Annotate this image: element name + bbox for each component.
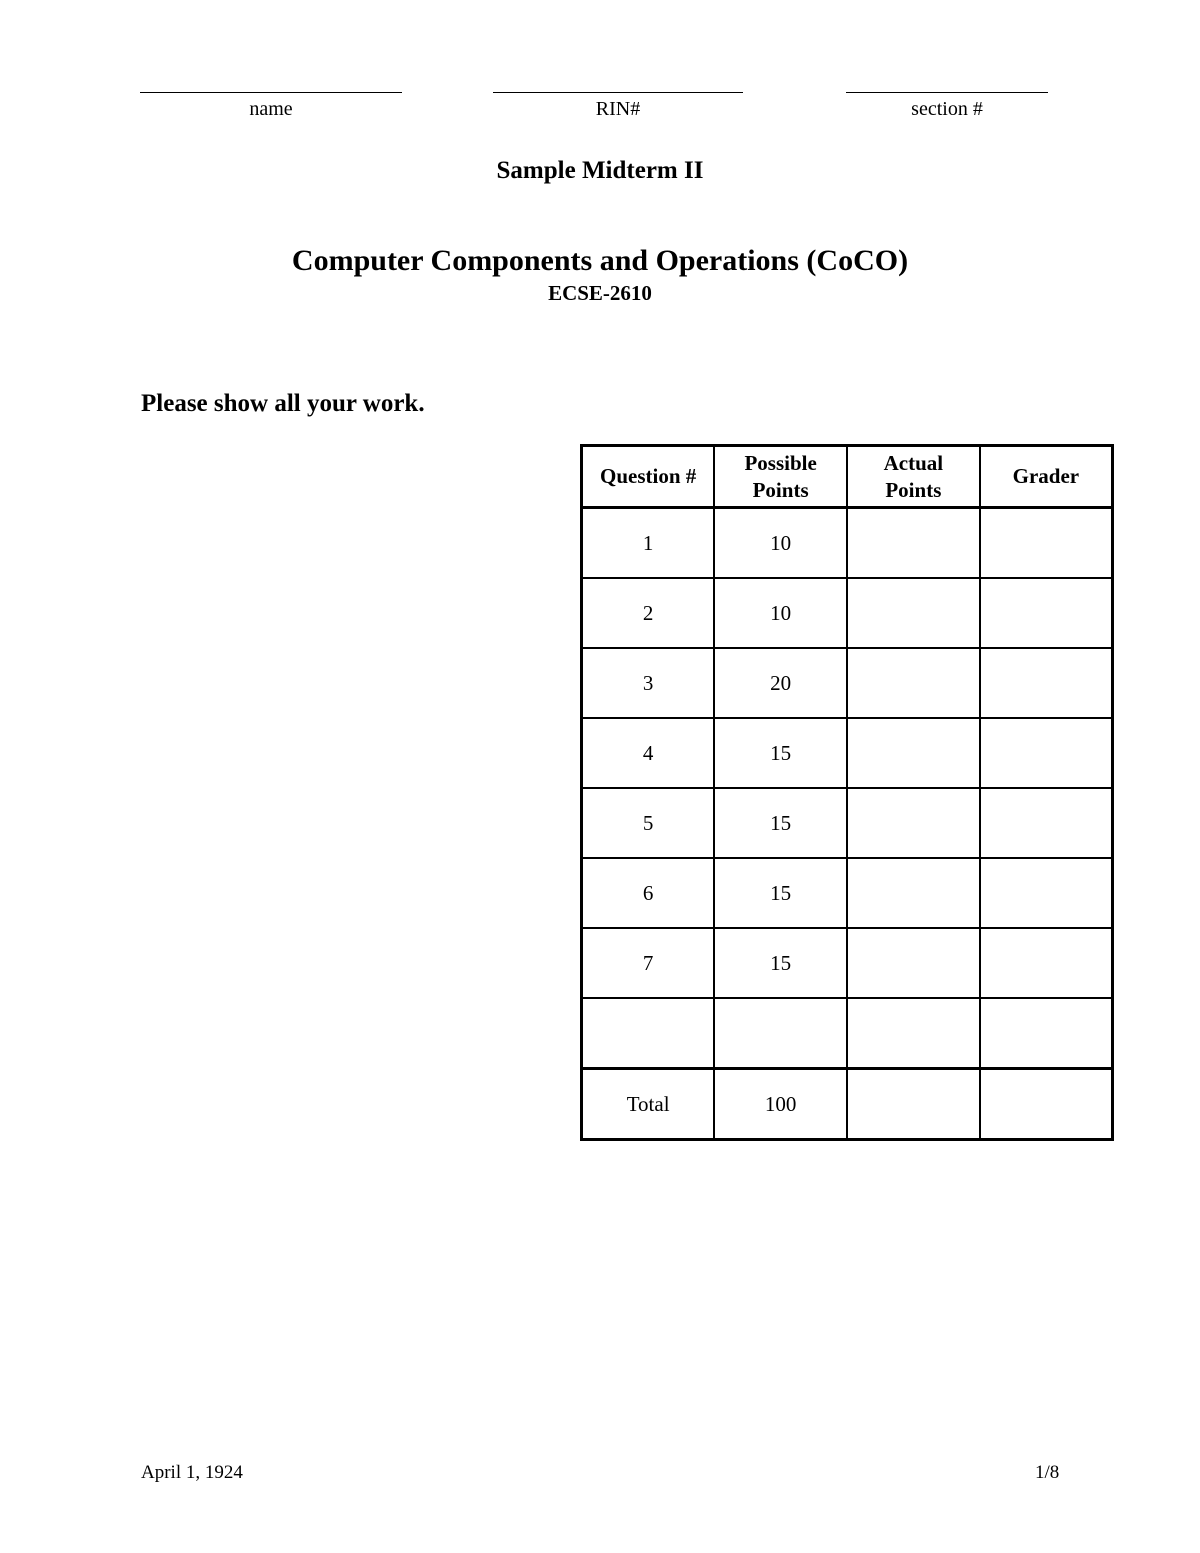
possible-points-cell: 15 [714, 928, 847, 998]
grader-cell[interactable] [980, 998, 1113, 1069]
header-question: Question # [582, 446, 715, 508]
rin-label: RIN# [595, 98, 641, 120]
rin-signature-block [493, 78, 743, 121]
table-row [582, 928, 1113, 998]
question-cell: 7 [582, 928, 715, 998]
actual-points-cell[interactable] [847, 788, 980, 858]
course-code: ECSE-2610 [548, 281, 652, 305]
grader-cell[interactable] [980, 508, 1113, 579]
name-label: name [249, 98, 293, 120]
grader-cell[interactable] [980, 578, 1113, 648]
grader-cell[interactable] [980, 928, 1113, 998]
table-row [582, 998, 1113, 1069]
possible-points-cell: 15 [714, 718, 847, 788]
total-grader-cell[interactable] [980, 1069, 1113, 1140]
question-cell [582, 998, 715, 1069]
table-row [582, 508, 1113, 579]
header-actual-points: Actual Points [847, 446, 980, 508]
table-row [582, 578, 1113, 648]
footer-date: April 1, 1924 [141, 1462, 243, 1483]
table-header-row [582, 446, 1113, 508]
table-row [582, 648, 1113, 718]
header-grader: Grader [980, 446, 1113, 508]
section-label: section # [911, 98, 983, 120]
table-row [582, 858, 1113, 928]
actual-points-cell[interactable] [847, 508, 980, 579]
actual-points-cell[interactable] [847, 578, 980, 648]
actual-points-cell[interactable] [847, 928, 980, 998]
actual-points-cell[interactable] [847, 648, 980, 718]
possible-points-cell: 10 [714, 578, 847, 648]
total-possible-cell: 100 [714, 1069, 847, 1140]
exam-title: Sample Midterm II [496, 157, 704, 184]
question-cell: 5 [582, 788, 715, 858]
name-line[interactable] [140, 78, 402, 93]
possible-points-cell: 15 [714, 788, 847, 858]
table-row [582, 788, 1113, 858]
total-label-cell: Total [582, 1069, 715, 1140]
possible-points-cell: 10 [714, 508, 847, 579]
grader-cell[interactable] [980, 718, 1113, 788]
possible-points-cell: 20 [714, 648, 847, 718]
total-row [582, 1069, 1113, 1140]
grader-cell[interactable] [980, 858, 1113, 928]
grader-cell[interactable] [980, 788, 1113, 858]
question-cell: 6 [582, 858, 715, 928]
question-cell: 4 [582, 718, 715, 788]
footer-page-number: 1/8 [1035, 1462, 1060, 1483]
question-cell: 1 [582, 508, 715, 579]
possible-points-cell [714, 998, 847, 1069]
question-cell: 2 [582, 578, 715, 648]
instructions: Please show all your work. [141, 390, 425, 417]
score-table [580, 444, 1114, 1141]
course-title: Computer Components and Operations (CoCO) [291, 244, 909, 277]
actual-points-cell[interactable] [847, 998, 980, 1069]
name-signature-block [140, 78, 402, 121]
section-line[interactable] [846, 78, 1048, 93]
section-signature-block [846, 78, 1048, 121]
total-actual-cell[interactable] [847, 1069, 980, 1140]
question-cell: 3 [582, 648, 715, 718]
rin-line[interactable] [493, 78, 743, 93]
table-row [582, 718, 1113, 788]
actual-points-cell[interactable] [847, 858, 980, 928]
header-possible-points: Possible Points [714, 446, 847, 508]
grader-cell[interactable] [980, 648, 1113, 718]
actual-points-cell[interactable] [847, 718, 980, 788]
possible-points-cell: 15 [714, 858, 847, 928]
